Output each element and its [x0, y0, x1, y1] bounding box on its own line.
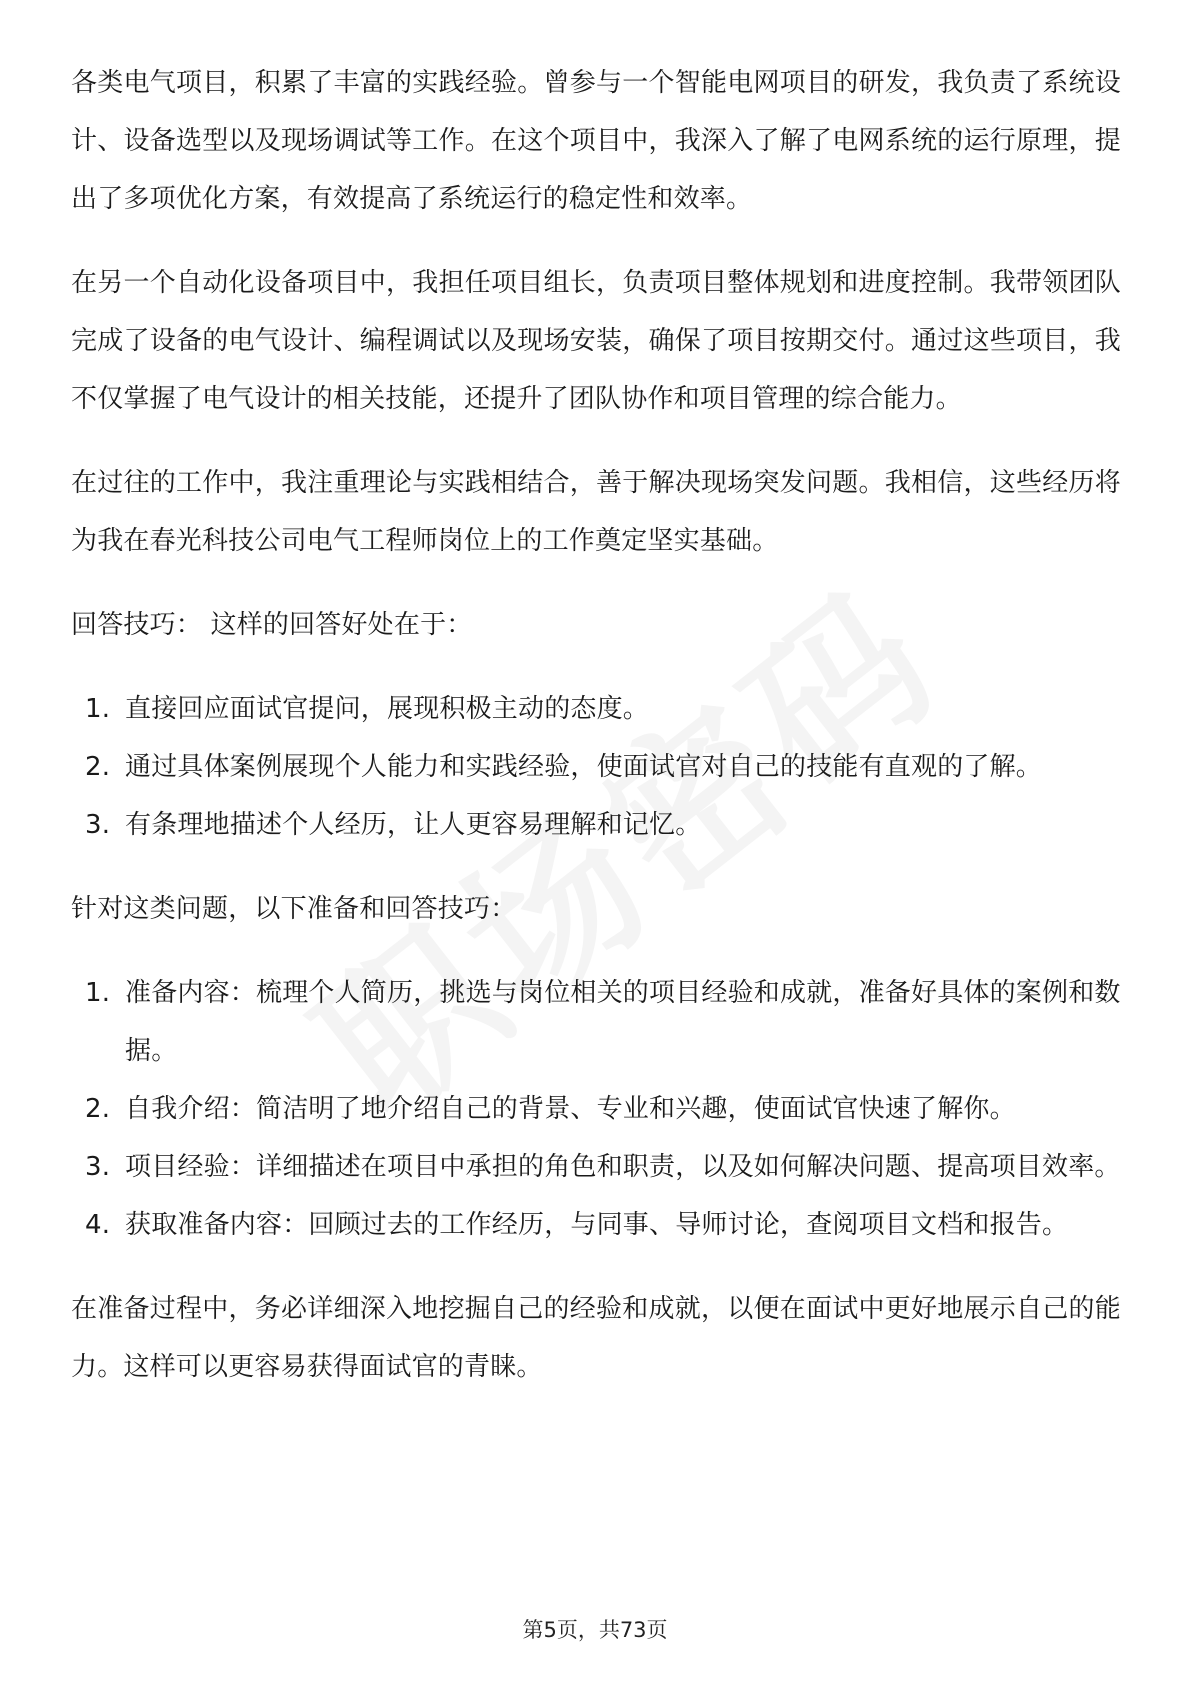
page-number-footer: 第5页，共73页: [522, 1618, 668, 1642]
prep-tips-list: [71, 964, 1121, 1254]
paragraph-answer-tips-heading: 回答技巧： 这样的回答好处在于：: [71, 610, 473, 640]
paragraph-prep-tips-heading: 针对这类问题，以下准备和回答技巧：: [71, 894, 517, 924]
paragraph-summary: 在过往的工作中，我注重理论与实践相结合，善于解决现场突发问题。我相信，这些经历将为我在春光科技公司电气工程师岗位上的工作奠定坚实基础。: [71, 468, 1121, 556]
page-content: [71, 54, 1121, 1422]
list-item: 2. 通过具体案例展现个人能力和实践经验，使面试官对自己的技能有直观的了解。: [85, 752, 1043, 782]
list-item: 1. 准备内容：梳理个人简历，挑选与岗位相关的项目经验和成就，准备好具体的案例和数据。: [85, 978, 1121, 1066]
list-item: 3. 项目经验：详细描述在项目中承担的角色和职责，以及如何解决问题、提高项目效率。: [85, 1152, 1121, 1182]
paragraph-closing: 在准备过程中，务必详细深入地挖掘自己的经验和成就，以便在面试中更好地展示自己的能力。这样可以更容易获得面试官的青睐。: [71, 1294, 1121, 1382]
list-item: 4. 获取准备内容：回顾过去的工作经历，与同事、导师讨论，查阅项目文档和报告。: [85, 1210, 1069, 1240]
list-item: 2. 自我介绍：简洁明了地介绍自己的背景、专业和兴趣，使面试官快速了解你。: [85, 1094, 1016, 1124]
answer-benefits-list: [71, 680, 1121, 854]
paragraph-automation-project: 在另一个自动化设备项目中，我担任项目组长，负责项目整体规划和进度控制。我带领团队完成了设备的电气设计、编程调试以及现场安装，确保了项目按期交付。通过这些项目，我不仅掌握了电气设计的相关技能，还提升了团队协作和项目管理的综合能力。: [71, 268, 1121, 414]
list-item: 3. 有条理地描述个人经历，让人更容易理解和记忆。: [85, 810, 702, 840]
paragraph-project-experience: 各类电气项目，积累了丰富的实践经验。曾参与一个智能电网项目的研发，我负责了系统设计、设备选型以及现场调试等工作。在这个项目中，我深入了解了电网系统的运行原理，提出了多项优化方案，有效提高了系统运行的稳定性和效率。: [71, 68, 1121, 214]
list-item: 1. 直接回应面试官提问，展现积极主动的态度。: [85, 694, 650, 724]
